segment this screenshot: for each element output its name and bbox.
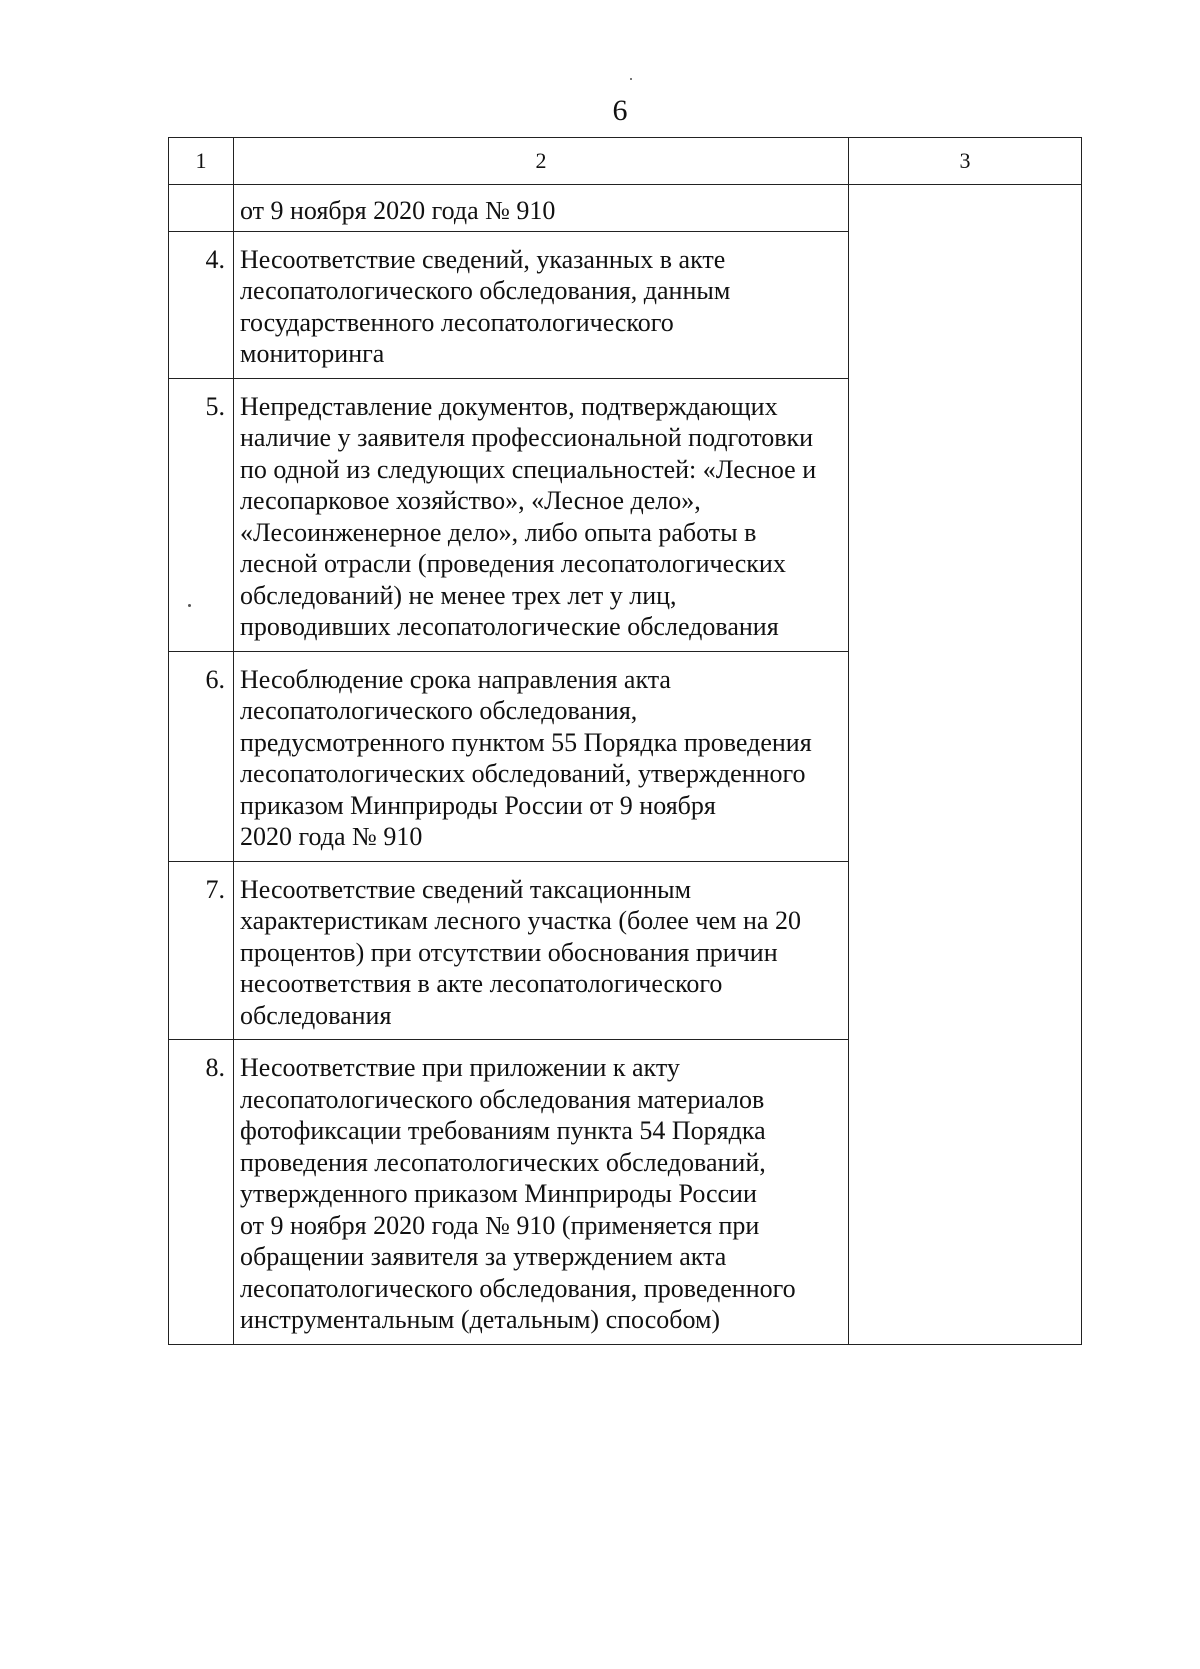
row-number: 4. [169,231,234,378]
row-text-line: от 9 ноября 2020 года № 910 (применяется при [240,1210,760,1240]
row-number: 8. [169,1040,234,1345]
table-header-row [169,138,1082,185]
row-text-line: лесной отрасли (проведения лесопатологических [240,549,786,578]
row-text-line: процентов) при отсутствии обоснования причин [240,937,778,967]
row-text-line: лесопатологического обследования, проведенного [240,1273,796,1303]
scan-dot [188,604,191,607]
row-text-line: обследований) не менее трех лет у лиц, [240,580,677,610]
requirements-table [168,137,1082,1345]
row-text-line: инструментальным (детальным) способом) [240,1305,721,1334]
row-text-line: утвержденного приказом Минприроды России [240,1179,757,1208]
row-text-line: фотофиксации требованиям пункта 54 Порядка [240,1116,766,1145]
row-text-line: государственного лесопатологического [240,307,674,337]
row-text-line: проведения лесопатологических обследований, [240,1147,766,1177]
row-text-line: Несоответствие сведений, указанных в акте [240,244,726,274]
row-text-line: обращении заявителя за утверждением акта [240,1242,727,1271]
row-text-line: «Лесоинженерное дело», либо опыта работы в [240,517,757,547]
row-text-line: Несоответствие при приложении к акту [240,1053,680,1082]
row-number: 5. [169,378,234,651]
row-text-line: наличие у заявителя профессиональной подготовки [240,423,814,452]
continuation-text: от 9 ноября 2020 года № 910 [234,185,849,232]
row-text-line: характеристикам лесного участка (более чем на 20 [240,906,801,935]
row-text [234,1040,849,1345]
row-text-line: предусмотренного пунктом 55 Порядка проведения [240,727,812,757]
row-text [234,231,849,378]
row-number: 6. [169,651,234,861]
header-col-1: 1 [169,138,234,185]
row-text-line: Несоответствие сведений таксационным [240,874,692,904]
row-text-line: несоответствия в акте лесопатологического [240,969,723,998]
row-text-line: лесопатологического обследования, данным [240,276,731,305]
row-text-line: обследования [240,1000,392,1030]
row-text-line: приказом Минприроды России от 9 ноября [240,790,716,820]
column-3-cell [849,185,1082,1345]
row-text-line: проводивших лесопатологические обследования [240,612,779,641]
row-text [234,651,849,861]
page-number: 6 [612,94,628,127]
row-text-line: мониторинга [240,339,385,368]
row-text [234,378,849,651]
row-text-line: по одной из следующих специальностей: «Лесное и [240,454,817,484]
continuation-row [169,185,1082,232]
row-text-line: лесопатологического обследования, [240,696,638,725]
row-text-line: Несоблюдение срока направления акта [240,664,671,694]
header-col-3: 3 [849,138,1082,185]
row-text-line: лесопатологических обследований, утвержденного [240,759,806,788]
row-text-line: лесопатологического обследования материалов [240,1084,765,1114]
header-col-2: 2 [234,138,849,185]
continuation-num-cell [169,185,234,232]
row-text [234,861,849,1040]
row-text-line: 2020 года № 910 [240,822,423,851]
row-text-line: лесопарковое хозяйство», «Лесное дело», [240,486,701,515]
row-text-line: Непредставление документов, подтверждающих [240,391,778,421]
row-number: 7. [169,861,234,1040]
scan-speck [630,78,632,80]
